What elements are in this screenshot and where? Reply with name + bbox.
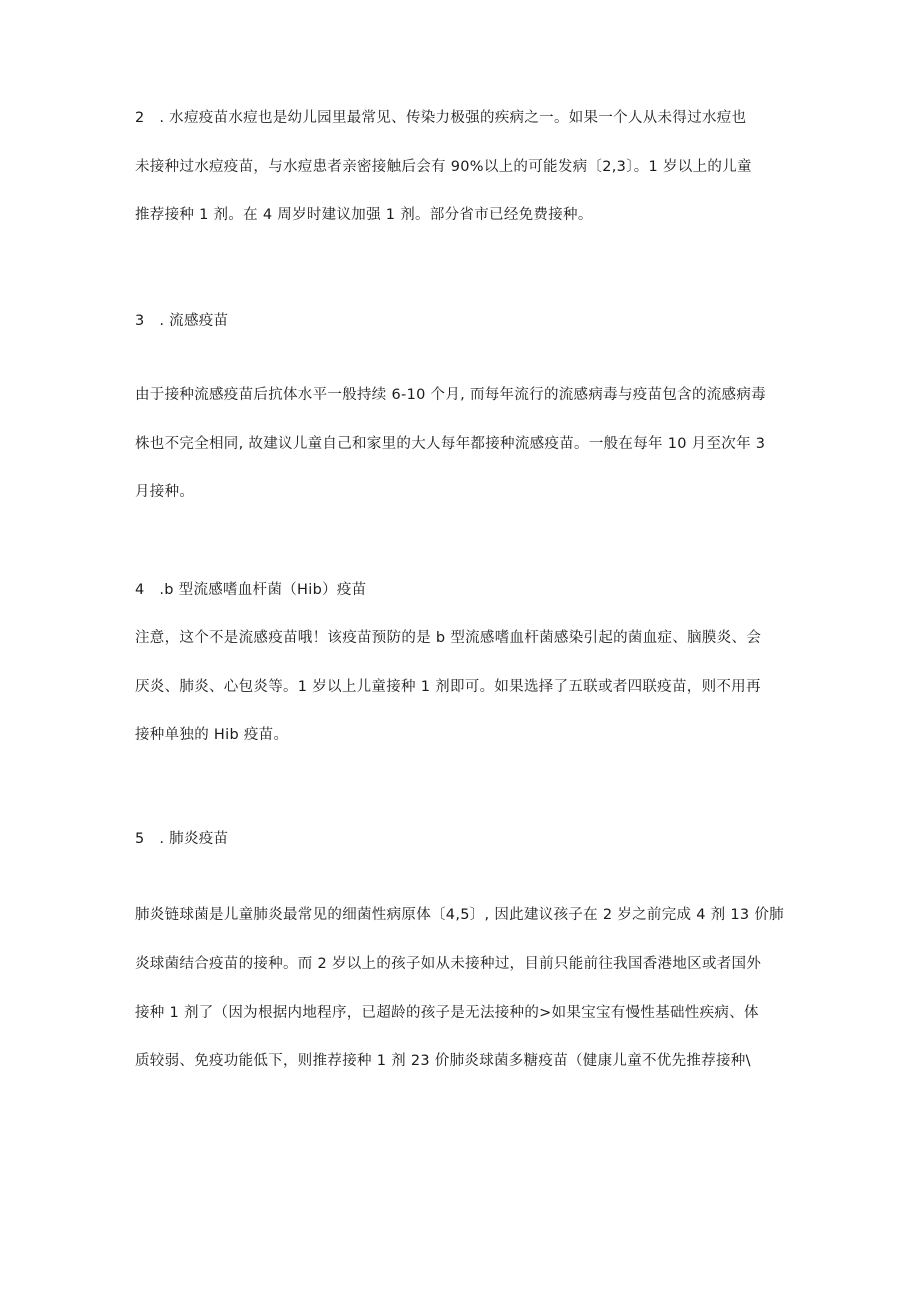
paragraph-hib-line-1: 注意，这个不是流感疫苗哦！该疫苗预防的是 b 型流感嗜血杆菌感染引起的菌血症、脑膜炎、会 bbox=[135, 630, 762, 646]
paragraph-pneumonia-line-4: 质较弱、免疫功能低下，则推荐接种 1 剂 23 价肺炎球菌多糖疫苗（健康儿童不优先推荐接种\ bbox=[135, 1053, 751, 1069]
paragraph-varicella-line-3: 推荐接种 1 剂。在 4 周岁时建议加强 1 剂。部分省市已经免费接种。 bbox=[135, 207, 593, 223]
paragraph-hib-line-3: 接种单独的 Hib 疫苗。 bbox=[135, 727, 289, 743]
paragraph-influenza-line-1: 由于接种流感疫苗后抗体水平一般持续 6-10 个月, 而每年流行的流感病毒与疫苗包含的流感病毒 bbox=[135, 387, 766, 403]
paragraph-varicella-line-1: 2 . 水痘疫苗水痘也是幼儿园里最常见、传染力极强的疾病之一。如果一个人从未得过水痘也 bbox=[135, 110, 747, 126]
paragraph-influenza-line-3: 月接种。 bbox=[135, 484, 195, 500]
heading-influenza-vaccine: 3 . 流感疫苗 bbox=[135, 313, 229, 329]
paragraph-pneumonia-line-1: 肺炎链球菌是儿童肺炎最常见的细菌性病原体〔4,5〕, 因此建议孩子在 2 岁之前完成 4 剂 13 价肺 bbox=[135, 907, 784, 923]
paragraph-varicella-line-2: 未接种过水痘疫苗，与水痘患者亲密接触后会有 90%以上的可能发病〔2,3〕。1 岁以上的儿童 bbox=[135, 159, 752, 175]
heading-hib-vaccine: 4 .b 型流感嗜血杆菌（Hib）疫苗 bbox=[135, 582, 367, 598]
paragraph-influenza-line-2: 株也不完全相同, 故建议儿童自己和家里的大人每年都接种流感疫苗。一般在每年 10 月至次年 3 bbox=[135, 436, 766, 452]
paragraph-pneumonia-line-2: 炎球菌结合疫苗的接种。而 2 岁以上的孩子如从未接种过，目前只能前往我国香港地区或者国外 bbox=[135, 956, 762, 972]
heading-pneumonia-vaccine: 5 . 肺炎疫苗 bbox=[135, 831, 229, 847]
paragraph-hib-line-2: 厌炎、肺炎、心包炎等。1 岁以上儿童接种 1 剂即可。如果选择了五联或者四联疫苗，则不用再 bbox=[135, 679, 761, 695]
paragraph-pneumonia-line-3: 接种 1 剂了（因为根据内地程序，已超龄的孩子是无法接种的>如果宝宝有慢性基础性疾病、体 bbox=[135, 1005, 759, 1021]
